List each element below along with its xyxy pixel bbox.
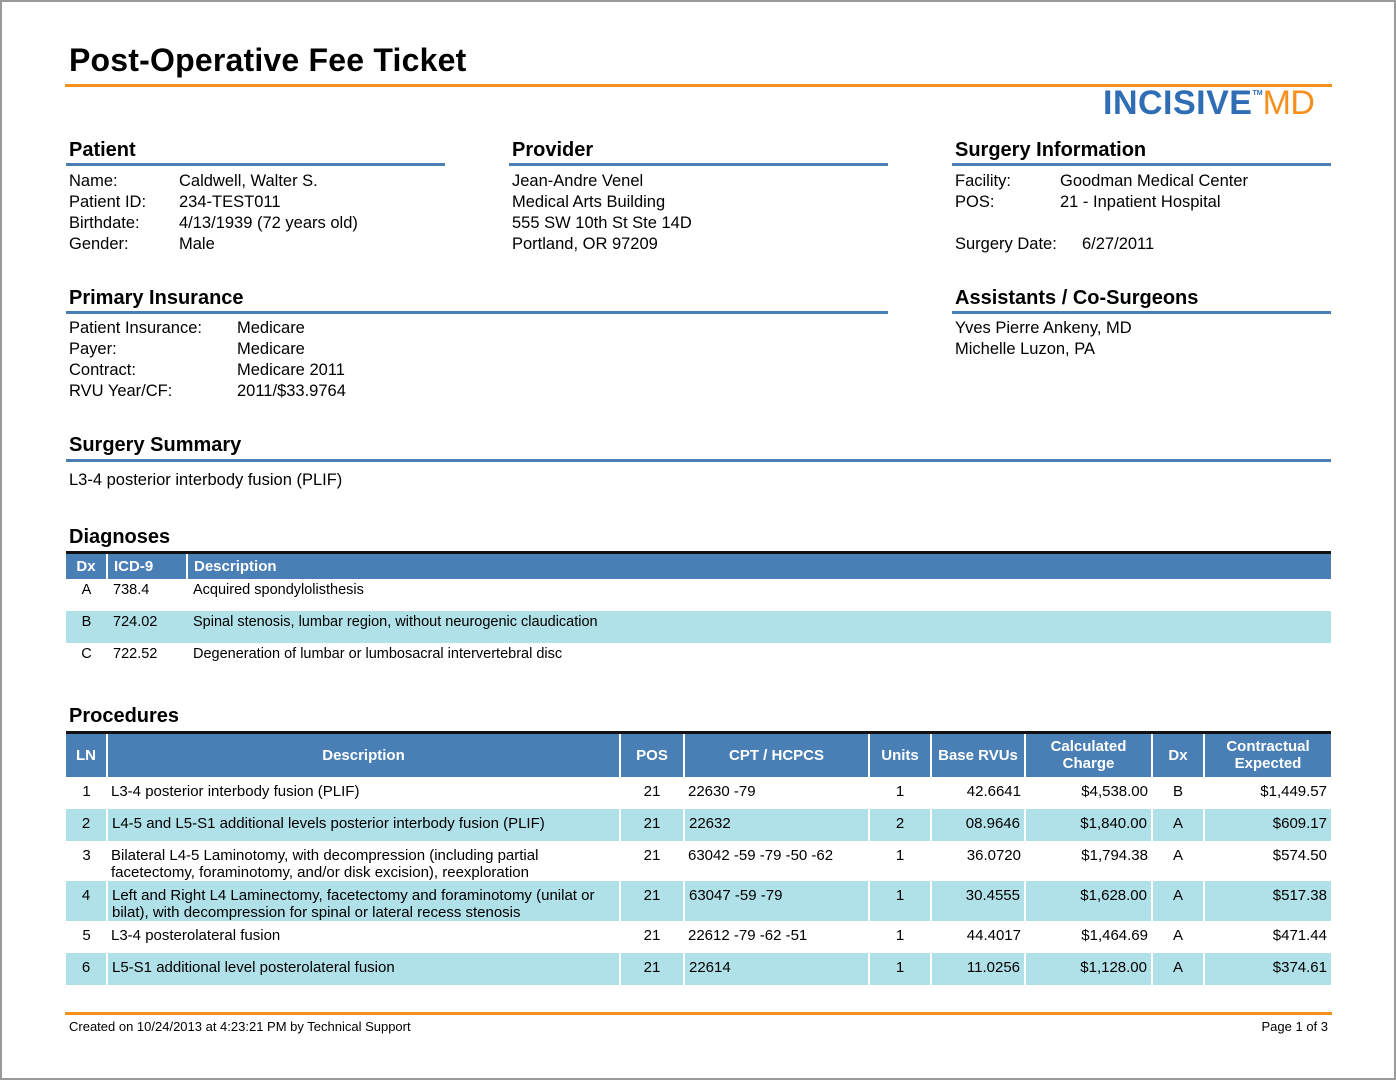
procedure-description: L5-S1 additional level posterolateral fusion: [107, 953, 620, 985]
procedures-table: [66, 731, 1331, 985]
patient-birthdate-label: Birthdate:: [69, 214, 140, 232]
procedure-pos: 21: [620, 809, 684, 841]
procedure-ln: 1: [82, 782, 91, 800]
procedure-base-rvus: 42.6641: [966, 782, 1021, 800]
assistant-item: Michelle Luzon, PA: [955, 340, 1096, 358]
procedure-description: L4-5 and L5-S1 additional levels posterior interbody fusion (PLIF): [107, 809, 620, 841]
procedure-row: [66, 953, 1331, 985]
procedure-units: 1: [895, 846, 905, 864]
patient-gender-row: [69, 234, 358, 255]
procedure-charge: $1,464.69: [1081, 926, 1148, 944]
procedure-description: L3-4 posterolateral fusion: [111, 926, 281, 944]
patient-gender-value: Male: [179, 235, 215, 253]
procedure-expected: $1,449.57: [1260, 782, 1327, 800]
procedure-row: [66, 777, 1331, 809]
payer-value: Medicare: [237, 340, 305, 358]
rvu-cf-label: RVU Year/CF:: [69, 382, 173, 400]
logo-brand: INCISIVE: [1103, 84, 1253, 122]
patient-details: [69, 171, 358, 255]
procedure-charge: $1,840.00: [1025, 809, 1152, 841]
procedure-cpt: 22614: [684, 953, 869, 985]
procedure-cpt: 22632: [684, 809, 869, 841]
diagnosis-icd: 738.4: [113, 581, 150, 598]
surgery-summary-divider: [66, 459, 1331, 462]
provider-building: Medical Arts Building: [512, 193, 666, 211]
surgery-date-label: Surgery Date:: [955, 235, 1057, 253]
procedure-row: [66, 841, 1331, 881]
payer-label: Payer:: [69, 340, 117, 358]
facility-label: Facility:: [955, 172, 1011, 190]
contractual-expected-column-header: Contractual Expected: [1204, 733, 1331, 777]
diagnosis-row: [66, 611, 1331, 643]
procedure-expected: $471.44: [1272, 926, 1327, 944]
procedure-charge: $1,128.00: [1025, 953, 1152, 985]
surgery-summary-text: L3-4 posterior interbody fusion (PLIF): [69, 471, 343, 489]
diagnoses-table: [66, 551, 1331, 675]
provider-divider: [509, 163, 888, 166]
assistants-divider: [952, 311, 1331, 314]
diagnosis-description: Acquired spondylolisthesis: [193, 581, 364, 598]
procedure-dx: A: [1172, 926, 1183, 944]
procedure-pos: 21: [620, 881, 684, 921]
procedure-ln: 3: [82, 846, 91, 864]
pos-column-header: POS: [620, 733, 684, 777]
procedure-description: L3-4 posterior interbody fusion (PLIF): [111, 782, 360, 800]
facility-row: [955, 171, 1248, 192]
patient-name-row: [69, 171, 358, 192]
diagnoses-header-row: [66, 553, 1331, 579]
assistants-list: [955, 318, 1132, 360]
procedure-dx: A: [1172, 846, 1183, 864]
provider-street: 555 SW 10th St Ste 14D: [512, 214, 692, 232]
footer-divider: [65, 1012, 1332, 1015]
procedure-units: 1: [895, 926, 905, 944]
patient-id-row: [69, 192, 358, 213]
procedure-cpt: 22630 -79: [688, 782, 756, 800]
procedure-charge: $1,794.38: [1081, 846, 1148, 864]
units-column-header: Units: [869, 733, 931, 777]
page-title: Post-Operative Fee Ticket: [69, 42, 467, 78]
procedure-dx: A: [1152, 881, 1204, 921]
procedure-dx: A: [1152, 953, 1204, 985]
patient-gender-label: Gender:: [69, 235, 129, 253]
procedure-dx: B: [1172, 782, 1183, 800]
diagnosis-description: Degeneration of lumbar or lumbosacral intervertebral disc: [193, 645, 563, 662]
assistants-heading: Assistants / Co-Surgeons: [955, 287, 1199, 309]
ln-column-header: LN: [76, 746, 96, 764]
pos-value: 21 - Inpatient Hospital: [1060, 193, 1221, 211]
surgery-info-divider: [952, 163, 1331, 166]
diagnosis-row: [66, 579, 1331, 611]
diagnosis-icd: 722.52: [113, 645, 158, 662]
insurance-name-row: [69, 318, 346, 339]
procedure-expected: $374.61: [1204, 953, 1331, 985]
description-column-header: Description: [107, 733, 620, 777]
dx-column-header: Dx: [76, 557, 96, 575]
icd9-column-header: ICD-9: [107, 553, 187, 579]
procedure-dx: A: [1152, 809, 1204, 841]
contract-row: [69, 360, 346, 381]
procedures-header-row: [66, 733, 1331, 777]
incisive-md-logo: [1103, 84, 1331, 124]
procedure-row: [66, 881, 1331, 921]
calculated-charge-column-header: Calculated Charge: [1025, 733, 1152, 777]
provider-heading: Provider: [512, 139, 594, 161]
procedure-ln: 5: [82, 926, 91, 944]
procedure-base-rvus: 11.0256: [931, 953, 1025, 985]
patient-heading: Patient: [69, 139, 136, 161]
contract-value: Medicare 2011: [237, 361, 345, 379]
contract-label: Contract:: [69, 361, 136, 379]
description-column-header: Description: [187, 553, 1331, 579]
procedure-cpt: 22612 -79 -62 -51: [688, 926, 808, 944]
procedure-pos: 21: [643, 846, 661, 864]
diagnosis-dx: C: [81, 645, 92, 662]
patient-id-value: 234-TEST011: [179, 193, 281, 211]
created-on-text: Created on 10/24/2013 at 4:23:21 PM by Technical Support: [69, 1019, 411, 1034]
procedure-pos: 21: [643, 782, 661, 800]
patient-name-label: Name:: [69, 172, 118, 190]
insurance-divider: [66, 311, 888, 314]
procedure-base-rvus: 30.4555: [931, 881, 1025, 921]
surgery-summary-heading: Surgery Summary: [69, 434, 242, 456]
diagnoses-heading: Diagnoses: [69, 526, 171, 548]
diagnosis-description: Spinal stenosis, lumbar region, without neurogenic claudication: [193, 613, 598, 630]
page-number: Page 1 of 3: [1261, 1019, 1328, 1034]
procedure-base-rvus: 08.9646: [931, 809, 1025, 841]
diagnosis-dx: A: [81, 581, 92, 598]
facility-value: Goodman Medical Center: [1060, 172, 1249, 190]
patient-name-value: Caldwell, Walter S.: [179, 172, 318, 190]
dx-column-header: Dx: [1152, 733, 1204, 777]
insurance-heading: Primary Insurance: [69, 287, 244, 309]
assistant-item: Yves Pierre Ankeny, MD: [955, 319, 1132, 337]
procedure-expected: $574.50: [1272, 846, 1327, 864]
procedures-heading: Procedures: [69, 705, 180, 727]
surgery-info-details: [955, 171, 1248, 255]
procedure-ln: 4: [81, 886, 91, 904]
base-rvus-column-header: Base RVUs: [931, 733, 1025, 777]
procedure-ln: 2: [81, 814, 91, 832]
procedure-cpt: 63047 -59 -79: [684, 881, 869, 921]
surgery-info-heading: Surgery Information: [955, 139, 1147, 161]
insurance-details: [69, 318, 346, 402]
procedure-cpt: 63042 -59 -79 -50 -62: [688, 846, 834, 864]
surgery-date-value: 6/27/2011: [1082, 235, 1155, 253]
procedure-charge: $1,628.00: [1025, 881, 1152, 921]
procedure-description: Bilateral L4-5 Laminotomy, with decompression (including partial facetectomy, foraminotomy, and/or disk excision), reexploration: [111, 846, 539, 881]
diagnosis-icd: 724.02: [113, 613, 158, 630]
pos-row: [955, 192, 1248, 213]
procedure-pos: 21: [643, 926, 661, 944]
rvu-cf-value: 2011/$33.9764: [237, 382, 346, 400]
diagnosis-row: [66, 643, 1331, 675]
patient-divider: [66, 163, 445, 166]
procedure-units: 1: [869, 953, 931, 985]
procedure-units: 1: [869, 881, 931, 921]
insurance-name-value: Medicare: [237, 319, 305, 337]
procedure-ln: 6: [81, 958, 91, 976]
procedure-pos: 21: [620, 953, 684, 985]
cpt-column-header: CPT / HCPCS: [684, 733, 869, 777]
provider-name: Jean-Andre Venel: [512, 172, 644, 190]
logo-suffix: MD: [1262, 84, 1315, 122]
procedure-base-rvus: 36.0720: [966, 846, 1021, 864]
patient-birthdate-row: [69, 213, 358, 234]
pos-label: POS:: [955, 193, 995, 211]
procedure-row: [66, 921, 1331, 953]
insurance-name-label: Patient Insurance:: [69, 319, 202, 337]
logo-trademark: TM: [1252, 90, 1263, 97]
procedure-units: 1: [895, 782, 905, 800]
patient-id-label: Patient ID:: [69, 193, 147, 211]
provider-city: Portland, OR 97209: [512, 235, 658, 253]
procedure-units: 2: [869, 809, 931, 841]
procedure-base-rvus: 44.4017: [966, 926, 1021, 944]
diagnosis-dx: B: [81, 613, 92, 630]
procedure-charge: $4,538.00: [1081, 782, 1148, 800]
provider-details: [512, 171, 692, 255]
procedure-row: [66, 809, 1331, 841]
procedure-description: Left and Right L4 Laminectomy, facetectomy and foraminotomy (unilat or bilat), with decompression for spinal or lateral recess stenosis: [107, 881, 620, 921]
procedure-expected: $609.17: [1204, 809, 1331, 841]
surgery-date-row: [955, 234, 1248, 255]
payer-row: [69, 339, 346, 360]
rvu-cf-row: [69, 381, 346, 402]
patient-birthdate-value: 4/13/1939 (72 years old): [179, 214, 358, 232]
procedure-expected: $517.38: [1204, 881, 1331, 921]
